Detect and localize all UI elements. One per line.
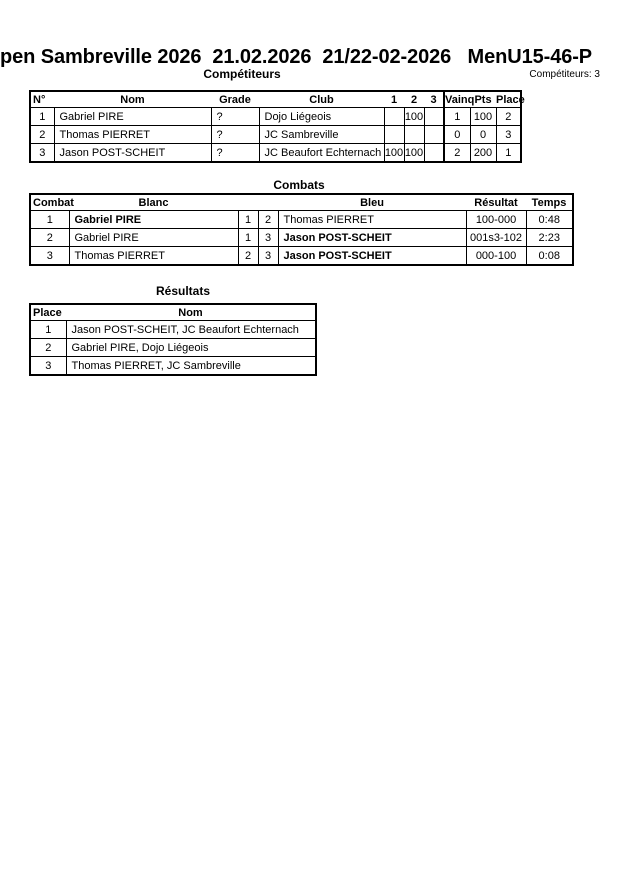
cell-pts: 0 — [470, 126, 496, 144]
cell-bleu: Thomas PIERRET — [278, 211, 466, 229]
page-title: pen Sambreville 2026 21.02.2026 21/22-02-2026 MenU15-46-P — [0, 46, 593, 68]
cell-blanc-num: 1 — [238, 229, 258, 247]
cell-num: 3 — [30, 144, 54, 163]
col-header-nom: Nom — [66, 304, 316, 321]
cell-blanc-num: 1 — [238, 211, 258, 229]
cell-bleu-num: 3 — [258, 229, 278, 247]
col-header-resultat: Résultat — [466, 194, 526, 211]
competitors-count: Compétiteurs: 3 — [529, 69, 600, 80]
table-row — [30, 126, 521, 144]
col-header-round2: 2 — [404, 91, 424, 108]
col-header-blanc-num — [238, 194, 258, 211]
cell-bleu: Jason POST-SCHEIT — [278, 229, 466, 247]
cell-place: 1 — [30, 321, 66, 339]
cell-bleu-num: 3 — [258, 247, 278, 266]
combats-heading: Combats — [273, 178, 325, 192]
cell-place: 2 — [30, 339, 66, 357]
cell-nom: Thomas PIERRET, JC Sambreville — [66, 357, 316, 376]
cell-place: 3 — [30, 357, 66, 376]
resultats-heading: Résultats — [155, 284, 211, 298]
cell-round2: 100 — [404, 108, 424, 126]
cell-temps: 0:48 — [526, 211, 573, 229]
table-row — [30, 357, 316, 376]
cell-nom: Gabriel PIRE, Dojo Liégeois — [66, 339, 316, 357]
cell-pts: 100 — [470, 108, 496, 126]
cell-resultat: 000-100 — [466, 247, 526, 266]
cell-round2: 100 — [404, 144, 424, 163]
cell-vainq: 1 — [444, 108, 470, 126]
cell-combat-num: 2 — [30, 229, 69, 247]
col-header-grade: Grade — [211, 91, 259, 108]
cell-blanc: Gabriel PIRE — [69, 211, 238, 229]
cell-blanc: Thomas PIERRET — [69, 247, 238, 266]
col-header-place: Place — [30, 304, 66, 321]
cell-temps: 2:23 — [526, 229, 573, 247]
competiteurs-table — [29, 90, 525, 163]
cell-num: 2 — [30, 126, 54, 144]
table-header-row — [30, 194, 573, 211]
cell-club: JC Beaufort Echternach — [259, 144, 384, 163]
col-header-blanc: Blanc — [69, 194, 238, 211]
cell-blanc: Gabriel PIRE — [69, 229, 238, 247]
cell-resultat: 100-000 — [466, 211, 526, 229]
table-row — [30, 108, 521, 126]
cell-bleu: Jason POST-SCHEIT — [278, 247, 466, 266]
col-header-bleu-num — [258, 194, 278, 211]
cell-blanc-num: 2 — [238, 247, 258, 266]
cell-round3 — [424, 126, 444, 144]
cell-round3 — [424, 144, 444, 163]
cell-temps: 0:08 — [526, 247, 573, 266]
cell-nom: Jason POST-SCHEIT, JC Beaufort Echternach — [66, 321, 316, 339]
cell-round2 — [404, 126, 424, 144]
cell-grade: ? — [211, 144, 259, 163]
cell-place: 1 — [496, 144, 521, 163]
table-row — [30, 211, 573, 229]
cell-vainq: 2 — [444, 144, 470, 163]
table-row — [30, 339, 316, 357]
cell-club: Dojo Liégeois — [259, 108, 384, 126]
cell-pts: 200 — [470, 144, 496, 163]
cell-round1 — [384, 108, 404, 126]
col-header-round1: 1 — [384, 91, 404, 108]
col-header-num: N° — [30, 91, 54, 108]
table-header-row — [30, 304, 316, 321]
cell-grade: ? — [211, 126, 259, 144]
table-row — [30, 144, 521, 163]
col-header-temps: Temps — [526, 194, 573, 211]
table-row — [30, 229, 573, 247]
combats-table — [29, 193, 574, 266]
cell-bleu-num: 2 — [258, 211, 278, 229]
table-row — [30, 247, 573, 266]
competiteurs-heading: Compétiteurs — [203, 67, 281, 81]
cell-place: 2 — [496, 108, 521, 126]
cell-num: 1 — [30, 108, 54, 126]
cell-grade: ? — [211, 108, 259, 126]
cell-round3 — [424, 108, 444, 126]
cell-vainq: 0 — [444, 126, 470, 144]
col-header-round3: 3 — [424, 91, 444, 108]
cell-nom: Thomas PIERRET — [54, 126, 211, 144]
cell-resultat: 001s3-102 — [466, 229, 526, 247]
cell-round1: 100 — [384, 144, 404, 163]
cell-club: JC Sambreville — [259, 126, 384, 144]
cell-round1 — [384, 126, 404, 144]
cell-nom: Jason POST-SCHEIT — [54, 144, 211, 163]
resultats-table — [29, 303, 317, 376]
col-header-combat: Combat — [30, 194, 69, 211]
col-header-nom: Nom — [54, 91, 211, 108]
col-header-place: Place — [496, 91, 521, 108]
cell-place: 3 — [496, 126, 521, 144]
table-row — [30, 321, 316, 339]
table-header-row — [30, 91, 521, 108]
col-header-club: Club — [259, 91, 384, 108]
col-header-vainq: Vainq — [444, 91, 470, 108]
col-header-pts: Pts — [470, 91, 496, 108]
cell-nom: Gabriel PIRE — [54, 108, 211, 126]
col-header-bleu: Bleu — [278, 194, 466, 211]
cell-combat-num: 1 — [30, 211, 69, 229]
cell-combat-num: 3 — [30, 247, 69, 266]
